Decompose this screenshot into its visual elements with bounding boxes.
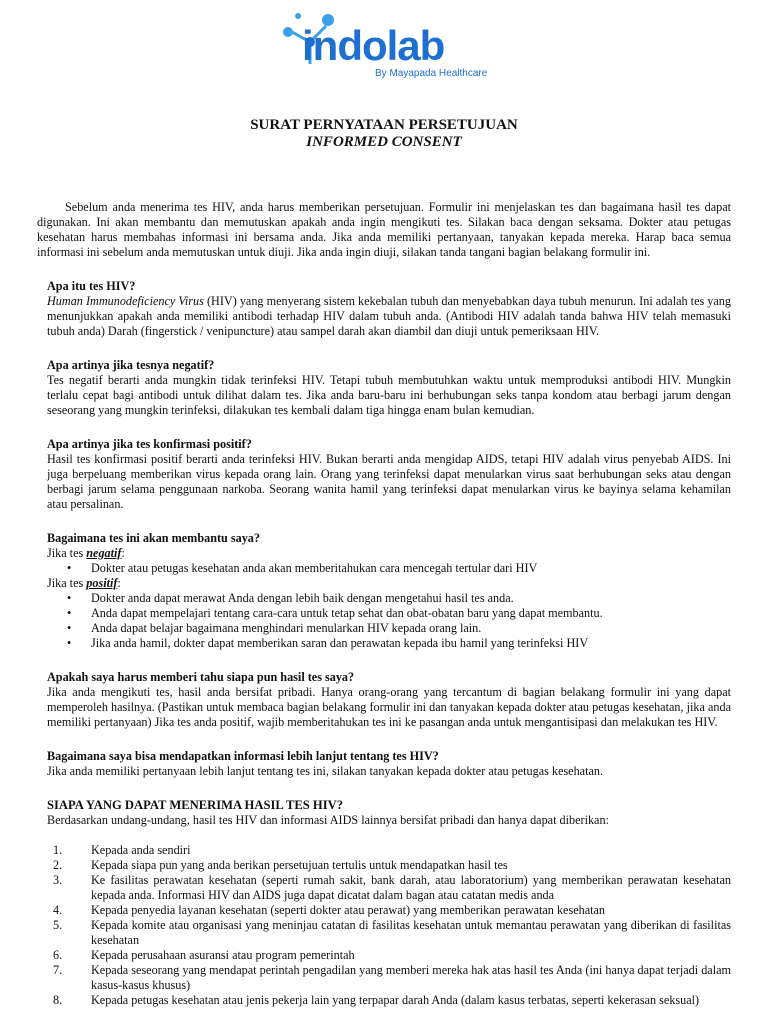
list-text: Ke fasilitas perawatan kesehatan (seperti rumah sakit, bank darah, atau laboratorium) yang memberikan perawatan kesehatan kepada anda. Informasi HIV dan AIDS juga dapat dicatat dalam bagan atau catatan medis anda (91, 873, 731, 902)
list-text: Kepada anda sendiri (91, 843, 191, 857)
list-text: Kepada siapa pun yang anda berikan persetujuan tertulis untuk mendapatkan hasil tes (91, 858, 508, 872)
list-text: Kepada penyedia layanan kesehatan (seperti dokter atau perawat) yang memberikan perawatan kesehatan (91, 903, 605, 917)
if-positive-label: Jika tes positif: (47, 576, 121, 590)
document-subtitle: INFORMED CONSENT (306, 134, 462, 150)
section-heading-positive: Apa artinya jika tes konfirmasi positif? (47, 437, 252, 451)
section-body-who-receives: Berdasarkan undang-undang, hasil tes HIV dan informasi AIDS lainnya bersifat pribadi dan hanya dapat diberikan: (47, 813, 609, 827)
list-number: 3. (53, 873, 63, 887)
indolab-logo (280, 12, 490, 92)
section-body-negative: Tes negatif berarti anda mungkin tidak terinfeksi HIV. Tetapi tubuh membutuhkan waktu untuk memproduksi antibodi HIV. Mungkin terlalu cepat bagi antibodi untuk dilihat dalam tes. Jika anda baru-baru ini berhubungan seks tanpa kondom atau berbagi jarum dengan seseorang yang mungkin terinfeksi, dilakukan tes kembali dalam tiga hingga enam bulan kemudian. (47, 373, 731, 417)
list-number: 7. (53, 963, 63, 977)
list-item: • Jika anda hamil, dokter dapat memberikan saran dan perawatan kepada ibu hamil yang terinfeksi HIV (91, 636, 731, 651)
list-item (53, 993, 731, 1008)
list-number: 4. (53, 903, 63, 917)
list-item (53, 873, 731, 903)
list-text: Kepada komite atau organisasi yang meninjau catatan di fasilitas kesehatan untuk memantau perawatan yang diberikan di fasilitas kesehatan (91, 918, 731, 947)
list-item (53, 858, 731, 873)
section-body-more-info: Jika anda memiliki pertanyaan lebih lanjut tentang tes ini, silakan tanyakan kepada dokter atau petugas kesehatan. (47, 764, 604, 778)
list-item (53, 903, 731, 918)
if-negative-label: Jika tes negatif: (47, 546, 125, 560)
list-item (53, 918, 731, 948)
list-number: 1. (53, 843, 63, 857)
section-heading-more-info: Bagaimana saya bisa mendapatkan informasi lebih lanjut tentang tes HIV? (47, 749, 439, 763)
logo-tagline: By Mayapada Healthcare (375, 68, 488, 79)
section-heading-negative: Apa artinya jika tesnya negatif? (47, 358, 215, 372)
section-body-what-is-hiv-test: Human Immunodeficiency Virus (HIV) yang menyerang sistem kekebalan tubuh dan menyebabkan daya tubuh menurun. Ini adalah tes yang menunjukkan apakah anda memiliki antibodi terhadap HIV dalam tubuh anda. (Antibodi HIV adalah tanda bahwa HIV telah memasuki tubuh anda) Darah (fingerstick / venipuncture) atau sampel darah akan diambil dan diuji untuk pemeriksaan HIV. (47, 294, 731, 338)
list-item: • Anda dapat belajar bagaimana menghindari menularkan HIV kepada orang lain. (91, 621, 731, 636)
list-number: 8. (53, 993, 63, 1007)
logo-brand: indolab (302, 22, 445, 69)
intro-paragraph: Sebelum anda menerima tes HIV, anda harus memberikan persetujuan. Formulir ini menjelaskan tes dan bagaimana hasil tes dapat digunakan. Ini akan membantu dan memutuskan apakah anda ingin mengikuti tes. Silakan baca dengan seksama. Dokter atau petugas kesehatan harus membahas informasi ini bersama anda. Jika anda memiliki pertanyaan, tanyakan kepada mereka. Harap baca semua informasi ini sebelum anda memutuskan untuk diuji. Jika anda ingin diuji, silakan tanda tangani bagian belakang formulir ini. (37, 200, 731, 259)
list-number: 2. (53, 858, 63, 872)
list-text: Kepada perusahaan asuransi atau program pemerintah (91, 948, 355, 962)
list-text: Kepada petugas kesehatan atau jenis pekerja lain yang terpapar darah Anda (dalam kasus terbatas, seperti kekerasan seksual) (91, 993, 700, 1007)
list-item (53, 948, 731, 963)
list-number: 6. (53, 948, 63, 962)
section-heading-how-helps: Bagaimana tes ini akan membantu saya? (47, 531, 260, 545)
list-text: Kepada seseorang yang mendapat perintah pengadilan yang memberi mereka hak atas hasil tes Anda (ini hanya dapat terjadi dalam kasus-kasus khusus) (91, 963, 731, 992)
section-heading-who-receives: SIAPA YANG DAPAT MENERIMA HASIL TES HIV? (47, 798, 344, 812)
list-item (53, 963, 731, 993)
list-item: • Anda dapat mempelajari tentang cara-cara untuk tetap sehat dan obat-obatan baru yang dapat membantu. (91, 606, 731, 621)
section-body-positive: Hasil tes konfirmasi positif berarti anda terinfeksi HIV. Bukan berarti anda mengidap AIDS, tetapi HIV adalah virus penyebab AIDS. Ini juga berpeluang memberikan virus kepada orang lain. Orang yang terinfeksi dapat menularkan virus saat berhubungan seks atau dengan berbagi jarum selama penggunaan narkoba. Seorang wanita hamil yang terinfeksi dapat menularkan virus ke bayinya selama kehamilan atau persalinan. (47, 452, 731, 511)
list-number: 5. (53, 918, 63, 932)
section-body-tell-anyone: Jika anda mengikuti tes, hasil anda bersifat pribadi. Hanya orang-orang yang tercantum di bagian belakang formulir ini yang dapat memperoleh hasilnya. (Pastikan untuk membaca bagian belakang formulir ini dan tanyakan kepada dokter atau petugas kesehatan, jika anda memiliki pertanyaan) Jika tes anda positif, wajib memberitahukan tes ini ke pasangan anda untuk mengantisipasi dan melakukan tes HIV. (47, 685, 731, 729)
list-item: • Dokter anda dapat merawat Anda dengan lebih baik dengan mengetahui hasil tes anda. (91, 591, 731, 606)
recipients-list (37, 843, 731, 1008)
document-body (37, 200, 731, 1008)
section-heading-what-is-hiv-test: Apa itu tes HIV? (47, 279, 136, 293)
document-title: SURAT PERNYATAAN PERSETUJUAN (250, 117, 518, 133)
list-item (53, 843, 731, 858)
list-item: • Dokter atau petugas kesehatan anda akan memberitahukan cara mencegah tertular dari HIV (91, 561, 731, 576)
section-heading-tell-anyone: Apakah saya harus memberi tahu siapa pun hasil tes saya? (47, 670, 355, 684)
